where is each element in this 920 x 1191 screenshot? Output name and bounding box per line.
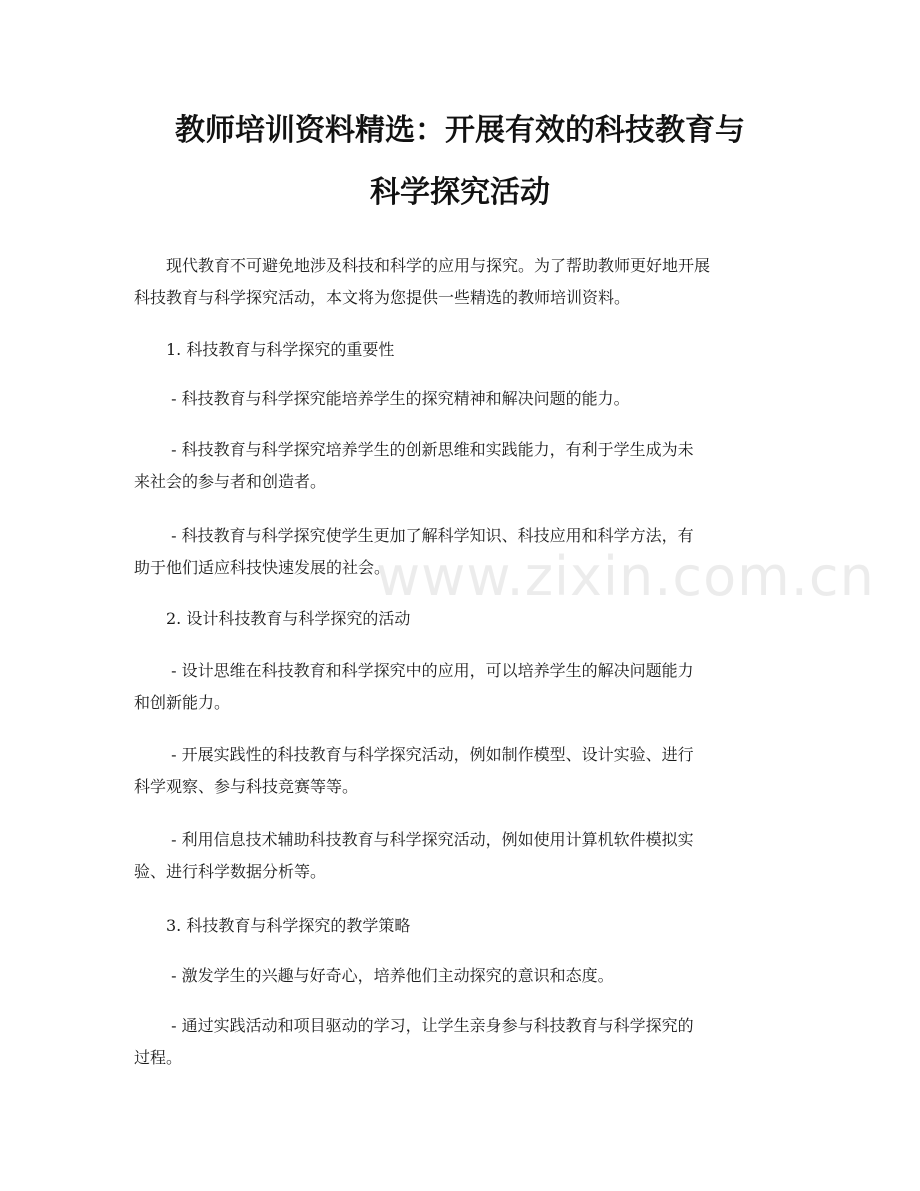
watermark: www.zixin.com.cn <box>376 545 875 608</box>
paragraph-line: 过程。 <box>134 1048 183 1067</box>
paragraph-line: - 开展实践性的科技教育与科学探究活动，例如制作模型、设计实验、进行 <box>134 745 694 764</box>
paragraph-line: 科技教育与科学探究活动，本文将为您提供一些精选的教师培训资料。 <box>134 288 631 307</box>
bullet-item <box>134 824 786 888</box>
paragraph-line: - 科技教育与科学探究培养学生的创新思维和实践能力，有利于学生成为未 <box>134 440 694 459</box>
paragraph-line: - 设计思维在科技教育和科学探究中的应用，可以培养学生的解决问题能力 <box>134 661 694 680</box>
document-title-line-2: 科学探究活动 <box>370 175 550 210</box>
paragraph-line: 助于他们适应科技快速发展的社会。 <box>134 558 391 577</box>
paragraph-line: - 利用信息技术辅助科技教育与科学探究活动，例如使用计算机软件模拟实 <box>134 830 694 849</box>
paragraph-line: - 科技教育与科学探究能培养学生的探究精神和解决问题的能力。 <box>134 389 630 408</box>
paragraph-line: - 激发学生的兴趣与好奇心，培养他们主动探究的意识和态度。 <box>134 966 614 985</box>
paragraph-line: 3. 科技教育与科学探究的教学策略 <box>134 916 411 935</box>
bullet-item <box>134 1010 786 1074</box>
paragraph-line: 2. 设计科技教育与科学探究的活动 <box>134 609 411 628</box>
paragraph-line: 科学观察、参与科技竞赛等等。 <box>134 777 359 796</box>
paragraph-line: 验、进行科学数据分析等。 <box>134 862 327 881</box>
paragraph-line: 现代教育不可避免地涉及科技和科学的应用与探究。为了帮助教师更好地开展 <box>134 256 711 275</box>
bullet-item <box>134 383 786 415</box>
section-heading-3 <box>134 910 786 942</box>
section-heading-2 <box>134 603 786 635</box>
paragraph-line: 1. 科技教育与科学探究的重要性 <box>134 340 395 359</box>
bullet-item <box>134 520 786 584</box>
bullet-item <box>134 434 786 498</box>
bullet-item <box>134 960 786 992</box>
bullet-item <box>134 655 786 719</box>
document-title-line-1: 教师培训资料精选：开展有效的科技教育与 <box>175 113 745 148</box>
bullet-item <box>134 739 786 803</box>
intro-paragraph <box>134 250 786 314</box>
paragraph-line: 和创新能力。 <box>134 693 231 712</box>
paragraph-line: - 通过实践活动和项目驱动的学习，让学生亲身参与科技教育与科学探究的 <box>134 1016 694 1035</box>
paragraph-line: 来社会的参与者和创造者。 <box>134 472 327 491</box>
section-heading-1 <box>134 334 786 366</box>
paragraph-line: - 科技教育与科学探究使学生更加了解科学知识、科技应用和科学方法，有 <box>134 526 694 545</box>
